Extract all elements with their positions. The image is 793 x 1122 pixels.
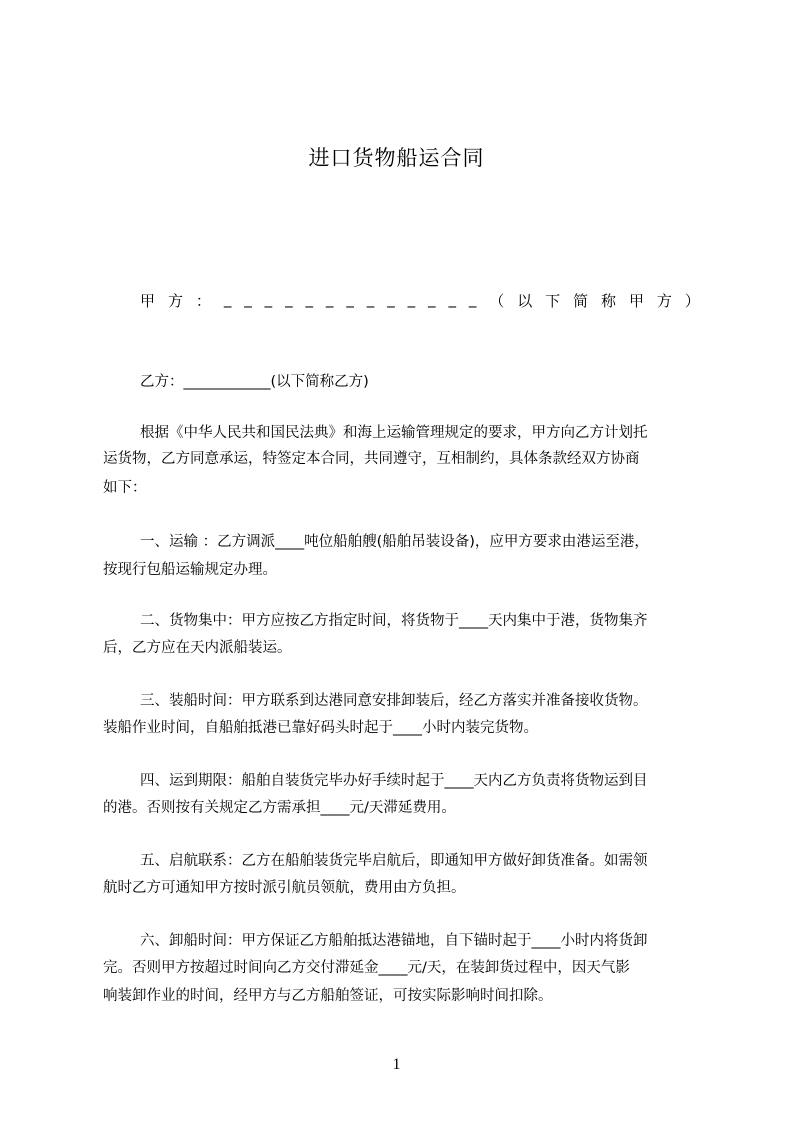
party-a-char: （: [489, 292, 505, 310]
party-a-char: 方: [167, 292, 183, 310]
party-a-blank: _: [448, 290, 456, 308]
party-a-blank: _: [305, 290, 313, 308]
party-a-char: 简: [573, 292, 589, 310]
party-a-char: 甲: [628, 292, 644, 310]
party-a-char: ）: [684, 292, 700, 310]
party-a-char: 方: [656, 292, 672, 310]
clause-1-line: 一、运输 ：乙方调派____吨位船舶艘(船舶吊装设备)，应甲方要求由港运至港，: [140, 534, 649, 550]
clause-4-line: 四、运到期限：船舶自装货完毕办好手续时起于____天内乙方负责将货物运到目: [140, 773, 648, 789]
party-a-blank: _: [264, 290, 273, 308]
clause-6-line: 完。否则甲方按超过时间向乙方交付滞延金____元/天，在装卸货过程中，因天气影: [103, 960, 630, 976]
party-a-blank: _: [325, 290, 334, 308]
party-a-blank: _: [285, 290, 293, 308]
party-a-blank: _: [244, 290, 252, 308]
clause-4-line: 的港。否则按有关规定乙方需承担____元/天滞延费用。: [103, 800, 456, 816]
intro-line: 根据《中华人民共和国民法典》和海上运输管理规定的要求，甲方向乙方计划托: [140, 425, 648, 441]
clause-5-line: 航时乙方可通知甲方按时派引航员领航，费用由方负担。: [103, 880, 466, 896]
party-a-char: 下: [545, 292, 561, 310]
party-a-char: 称: [601, 292, 617, 310]
clause-1-line: 按现行包船运输规定办理。: [103, 562, 277, 578]
intro-line: 如下：: [103, 480, 147, 496]
party-a-blank: _: [468, 290, 477, 308]
party-a-char: ：: [195, 292, 211, 310]
party-a-line: [140, 290, 700, 311]
party-b-line: 乙方：____________(以下简称乙方): [140, 374, 369, 390]
party-a-char: 以: [517, 292, 533, 310]
clause-2-line: 二、货物集中：甲方应按乙方指定时间，将货物于____天内集中于港，货物集齐: [140, 613, 648, 629]
page-number: 1: [392, 1056, 401, 1073]
clause-2-line: 后，乙方应在天内派船装运。: [103, 640, 292, 656]
party-a-blank: _: [428, 290, 436, 308]
clause-5-line: 五、启航联系：乙方在船舶装货完毕启航后，即通知甲方做好卸货准备。如需领: [140, 853, 648, 869]
clause-3-line: 三、装船时间：甲方联系到达港同意安排卸装后，经乙方落实并准备接收货物。: [140, 693, 648, 709]
clause-6-line: 六、卸船时间：甲方保证乙方船舶抵达港锚地，自下锚时起于____小时内将货卸: [140, 933, 648, 949]
party-a-blank: _: [407, 290, 416, 308]
party-a-char: 甲: [140, 292, 156, 310]
clause-3-line: 装船作业时间，自船舶抵港已靠好码头时起于____小时内装完货物。: [103, 720, 538, 736]
party-a-blank: _: [223, 290, 232, 308]
party-a-blank: _: [387, 290, 395, 308]
party-a-blank: _: [346, 290, 354, 308]
document-title: 进口货物船运合同: [308, 146, 485, 170]
clause-6-line: 响装卸作业的时间，经甲方与乙方船舶签证，可按实际影响时间扣除。: [103, 988, 553, 1004]
party-a-blank: _: [366, 290, 375, 308]
intro-line: 运货物，乙方同意承运，特签定本合同，共同遵守，互相制约，具体条款经双方协商: [103, 451, 640, 467]
